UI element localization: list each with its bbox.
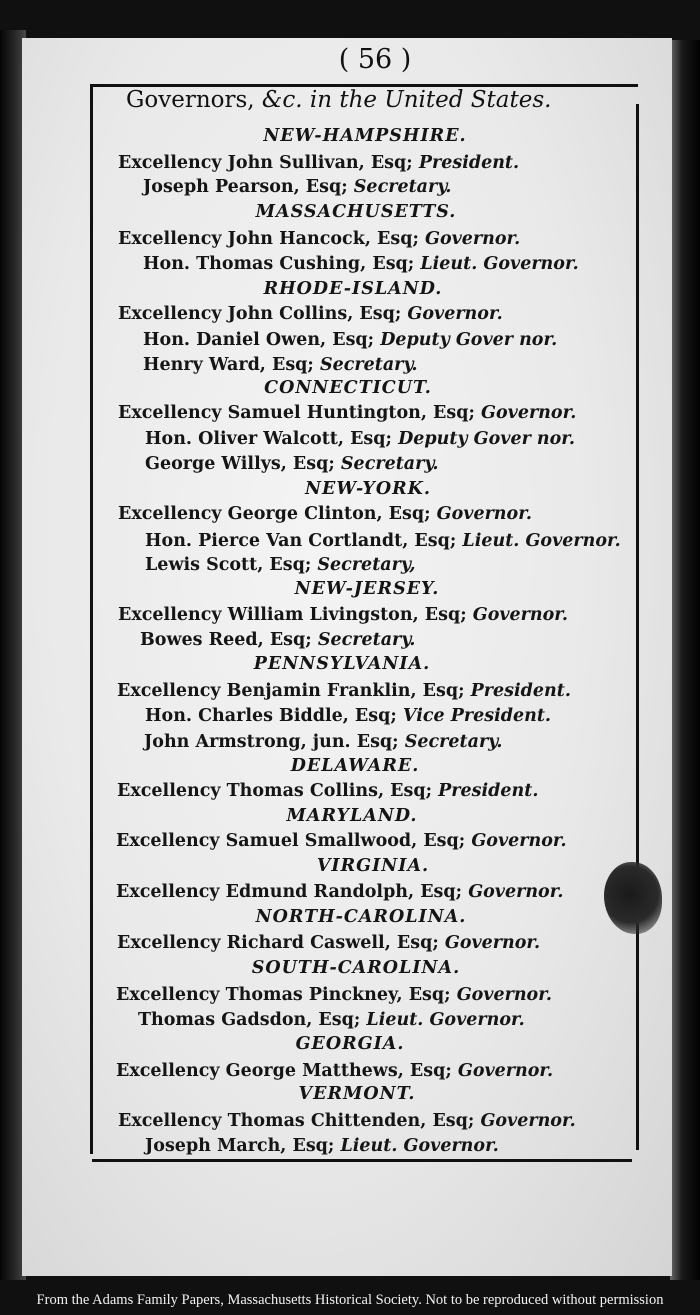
title-lead: Governors, bbox=[126, 87, 262, 113]
official-name: Excellency William Livingston, Esq; bbox=[118, 605, 473, 625]
official-role: Secretary. bbox=[317, 630, 416, 650]
state-heading: NEW-HAMPSHIRE. bbox=[263, 126, 467, 146]
official-name: Excellency Thomas Collins, Esq; bbox=[117, 781, 439, 801]
official-name: Excellency John Collins, Esq; bbox=[118, 304, 408, 324]
official-name: Hon. Daniel Owen, Esq; bbox=[143, 330, 381, 350]
official-role: Vice President. bbox=[402, 706, 552, 726]
official-role: Governor. bbox=[444, 933, 541, 953]
official-role: Governor. bbox=[407, 304, 503, 324]
official-role: Governor. bbox=[481, 403, 577, 423]
official-name: Hon. Pierce Van Cortlandt, Esq; bbox=[145, 531, 463, 551]
official-line bbox=[116, 984, 552, 1006]
official-role: Governor. bbox=[456, 985, 552, 1005]
official-role: Governor. bbox=[472, 605, 568, 625]
official-role: Governor. bbox=[471, 831, 567, 851]
official-name: Hon. Thomas Cushing, Esq; bbox=[143, 254, 421, 274]
official-line bbox=[118, 152, 519, 174]
official-role: Governor. bbox=[436, 504, 532, 524]
state-heading: DELAWARE. bbox=[290, 756, 420, 776]
official-name: Lewis Scott, Esq; bbox=[145, 555, 318, 575]
official-line bbox=[117, 932, 540, 954]
official-line bbox=[144, 731, 502, 753]
official-role: Governor. bbox=[468, 882, 564, 902]
official-name: Henry Ward, Esq; bbox=[143, 355, 320, 375]
official-role: President. bbox=[470, 681, 571, 701]
official-name: Excellency George Clinton, Esq; bbox=[118, 504, 437, 524]
official-name: Excellency Edmund Randolph, Esq; bbox=[116, 882, 469, 902]
official-line bbox=[118, 303, 503, 325]
ink-stain bbox=[604, 862, 662, 934]
state-heading: MASSACHUSETTS. bbox=[255, 202, 457, 222]
official-role: President. bbox=[418, 153, 520, 173]
official-line bbox=[140, 629, 416, 651]
official-name: Hon. Charles Biddle, Esq; bbox=[145, 706, 403, 726]
official-name: Bowes Reed, Esq; bbox=[140, 630, 318, 650]
official-role: Secretary. bbox=[353, 177, 452, 197]
official-role: Governor. bbox=[480, 1111, 576, 1131]
official-line bbox=[145, 428, 575, 450]
state-heading: MARYLAND. bbox=[286, 806, 418, 826]
official-role: Secretary, bbox=[317, 555, 416, 575]
official-line bbox=[118, 503, 532, 525]
official-line bbox=[118, 604, 568, 626]
official-role: Secretary. bbox=[319, 355, 418, 375]
state-heading: PENNSYLVANIA. bbox=[253, 654, 431, 674]
official-line bbox=[143, 354, 418, 376]
official-line bbox=[118, 402, 576, 424]
official-name: Hon. Oliver Walcott, Esq; bbox=[145, 429, 399, 449]
official-name: Excellency Thomas Pinckney, Esq; bbox=[116, 985, 457, 1005]
official-role: Secretary. bbox=[404, 732, 503, 752]
official-name: Excellency John Sullivan, Esq; bbox=[118, 153, 419, 173]
official-name: Joseph Pearson, Esq; bbox=[143, 177, 354, 197]
official-line bbox=[145, 1135, 499, 1157]
official-line bbox=[145, 554, 415, 576]
official-name: Excellency Samuel Huntington, Esq; bbox=[118, 403, 482, 423]
state-heading: NEW-JERSEY. bbox=[294, 579, 440, 599]
official-line bbox=[145, 705, 551, 727]
official-role: Deputy Gover nor. bbox=[380, 330, 558, 350]
official-line bbox=[143, 253, 579, 275]
official-line bbox=[138, 1009, 525, 1031]
official-name: Joseph March, Esq; bbox=[145, 1136, 341, 1156]
state-heading: VIRGINIA. bbox=[316, 856, 430, 876]
official-name: George Willys, Esq; bbox=[145, 454, 341, 474]
page-number: ( 56 ) bbox=[338, 44, 412, 75]
copyright-caption: From the Adams Family Papers, Massachusetts Historical Society. Not to be reproduced without permission bbox=[36, 1292, 664, 1308]
official-name: Excellency Benjamin Franklin, Esq; bbox=[117, 681, 471, 701]
state-heading: NORTH-CAROLINA. bbox=[255, 907, 467, 927]
official-name: Excellency George Matthews, Esq; bbox=[116, 1061, 458, 1081]
official-name: Thomas Gadsdon, Esq; bbox=[138, 1010, 367, 1030]
state-heading: SOUTH-CAROLINA. bbox=[251, 958, 461, 978]
official-line bbox=[145, 530, 621, 552]
official-role: Lieut. Governor. bbox=[420, 254, 579, 274]
official-line bbox=[118, 228, 520, 250]
official-role: Deputy Gover nor. bbox=[398, 429, 576, 449]
state-heading: CONNECTICUT. bbox=[264, 378, 432, 398]
official-role: Governor. bbox=[425, 229, 521, 249]
official-line bbox=[116, 881, 563, 903]
official-line bbox=[143, 329, 557, 351]
official-role: Lieut. Governor. bbox=[462, 531, 621, 551]
official-line bbox=[117, 680, 571, 702]
official-role: Lieut. Governor. bbox=[366, 1010, 525, 1030]
state-heading: VERMONT. bbox=[298, 1084, 416, 1104]
official-line bbox=[116, 830, 567, 852]
official-line bbox=[143, 176, 451, 198]
official-name: John Armstrong, jun. Esq; bbox=[144, 732, 405, 752]
official-line bbox=[118, 1110, 576, 1132]
official-role: President. bbox=[438, 781, 539, 801]
state-heading: GEORGIA. bbox=[295, 1034, 405, 1054]
official-line bbox=[145, 453, 439, 475]
official-role: Governor. bbox=[457, 1061, 554, 1081]
official-name: Excellency Thomas Chittenden, Esq; bbox=[118, 1111, 481, 1131]
official-name: Excellency Samuel Smallwood, Esq; bbox=[116, 831, 472, 851]
official-role: Lieut. Governor. bbox=[340, 1136, 499, 1156]
state-heading: NEW-YORK. bbox=[305, 479, 431, 499]
official-line bbox=[116, 1060, 553, 1082]
official-role: Secretary. bbox=[340, 454, 439, 474]
title-etc: &c. bbox=[261, 87, 303, 113]
state-heading: RHODE-ISLAND. bbox=[263, 279, 443, 299]
official-name: Excellency Richard Caswell, Esq; bbox=[117, 933, 445, 953]
official-line bbox=[117, 780, 538, 802]
title-rest: in the United States. bbox=[302, 87, 552, 113]
official-name: Excellency John Hancock, Esq; bbox=[118, 229, 425, 249]
